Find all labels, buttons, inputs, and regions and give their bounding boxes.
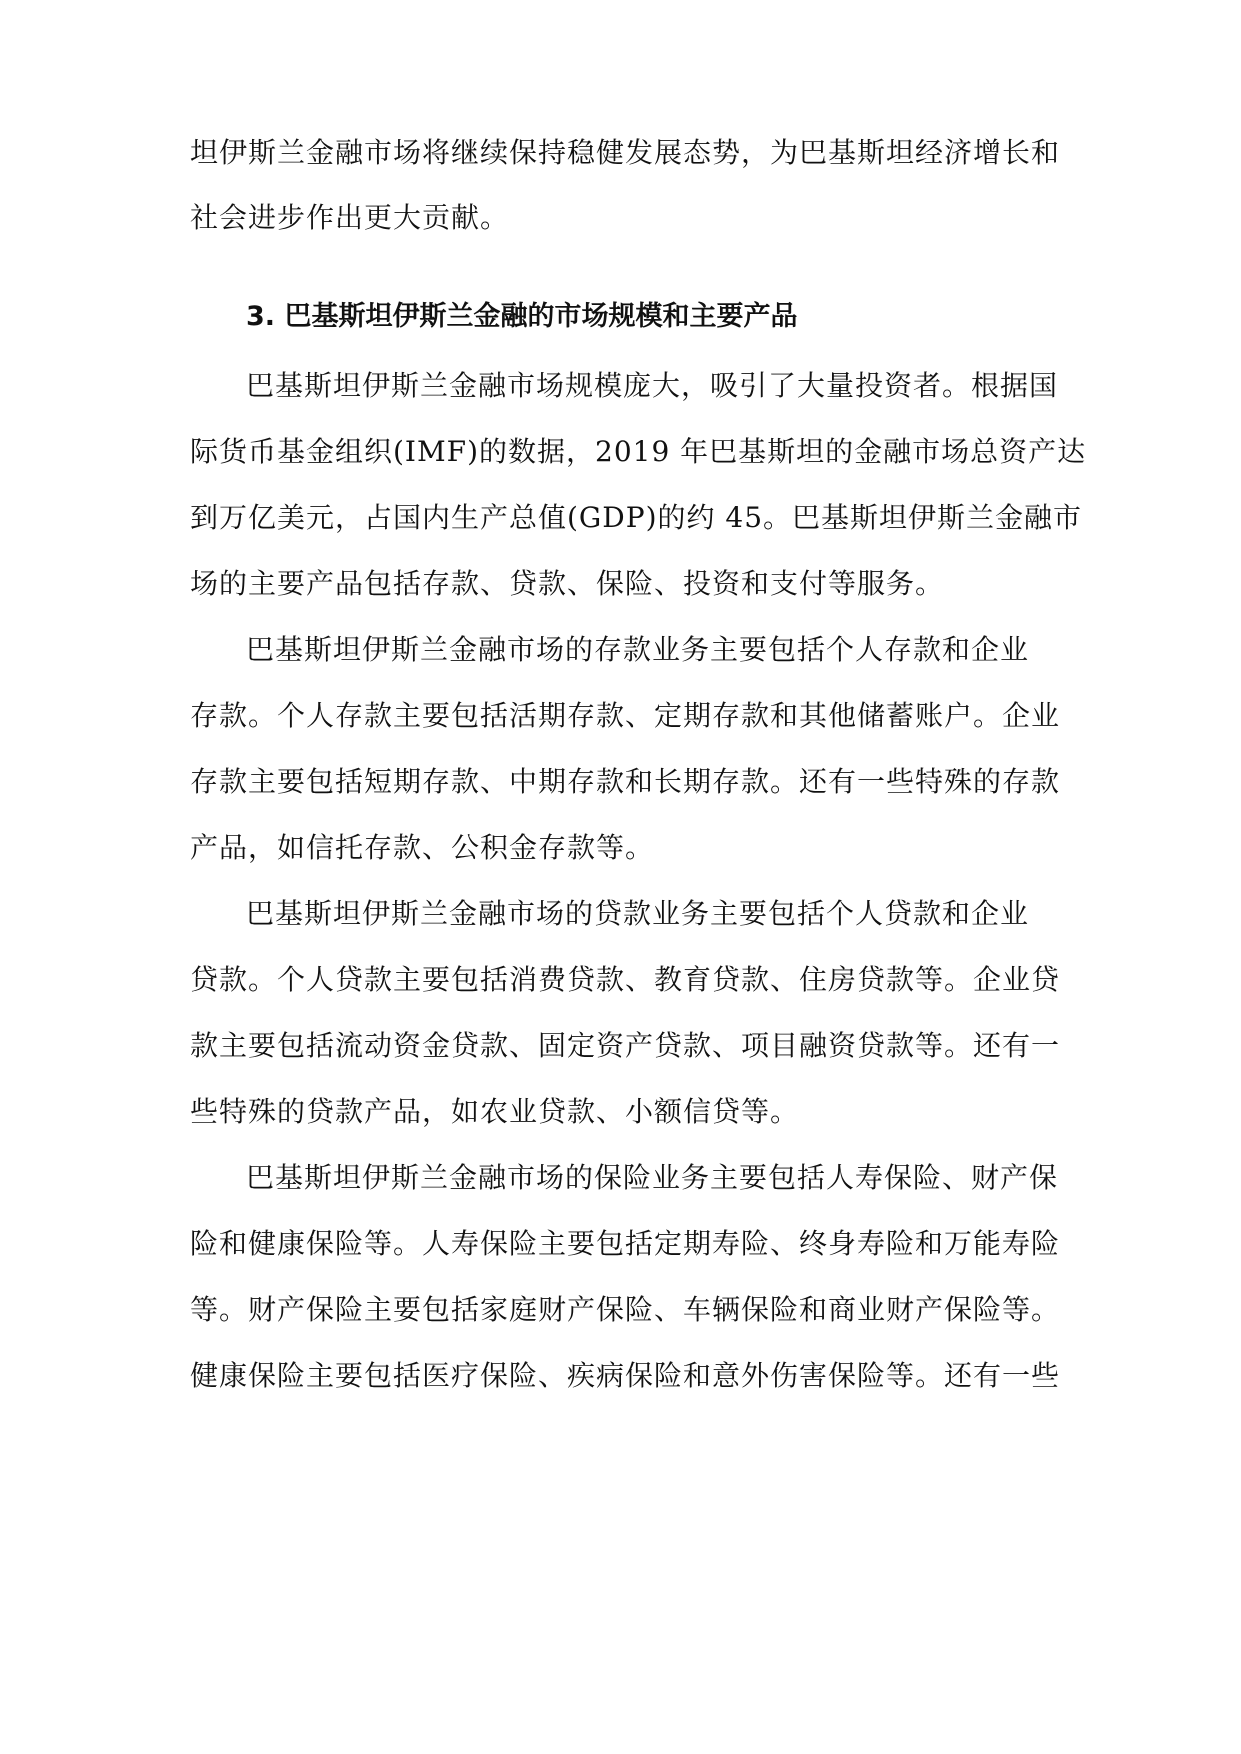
section-heading: 3. 巴基斯坦伊斯兰金融的市场规模和主要产品: [246, 301, 798, 332]
paragraph-1-line-3: 到万亿美元，占国内生产总值(GDP)的约 45。巴基斯坦伊斯兰金融市: [190, 501, 1083, 534]
paragraph-3-line-2: 贷款。个人贷款主要包括消费贷款、教育贷款、住房贷款等。企业贷: [190, 963, 1061, 996]
paragraph-1-line-1: 巴基斯坦伊斯兰金融市场规模庞大，吸引了大量投资者。根据国: [246, 369, 1059, 402]
paragraph-2-line-1: 巴基斯坦伊斯兰金融市场的存款业务主要包括个人存款和企业: [246, 633, 1030, 666]
paragraph-1-line-4: 场的主要产品包括存款、贷款、保险、投资和支付等服务。: [190, 567, 945, 600]
paragraph-2-line-2: 存款。个人存款主要包括活期存款、定期存款和其他储蓄账户。企业: [190, 699, 1061, 732]
paragraph-2-line-3: 存款主要包括短期存款、中期存款和长期存款。还有一些特殊的存款: [190, 765, 1061, 798]
paragraph-4-line-2: 险和健康保险等。人寿保险主要包括定期寿险、终身寿险和万能寿险: [190, 1227, 1061, 1260]
paragraph-4-line-4: 健康保险主要包括医疗保险、疾病保险和意外伤害保险等。还有一些: [190, 1359, 1061, 1392]
paragraph-3-line-3: 款主要包括流动资金贷款、固定资产贷款、项目融资贷款等。还有一: [190, 1029, 1061, 1062]
paragraph-3-line-1: 巴基斯坦伊斯兰金融市场的贷款业务主要包括个人贷款和企业: [246, 897, 1030, 930]
paragraph-3-line-4: 些特殊的贷款产品，如农业贷款、小额信贷等。: [190, 1095, 800, 1128]
continuation-line-2: 社会进步作出更大贡献。: [190, 201, 510, 234]
paragraph-4-line-3: 等。财产保险主要包括家庭财产保险、车辆保险和商业财产保险等。: [190, 1293, 1061, 1326]
continuation-line-1: 坦伊斯兰金融市场将继续保持稳健发展态势，为巴基斯坦经济增长和: [190, 136, 1061, 169]
paragraph-1-line-2: 际货币基金组织(IMF)的数据，2019 年巴基斯坦的金融市场总资产达: [190, 435, 1087, 468]
paragraph-4-line-1: 巴基斯坦伊斯兰金融市场的保险业务主要包括人寿保险、财产保: [246, 1161, 1059, 1194]
paragraph-2-line-4: 产品，如信托存款、公积金存款等。: [190, 831, 655, 864]
